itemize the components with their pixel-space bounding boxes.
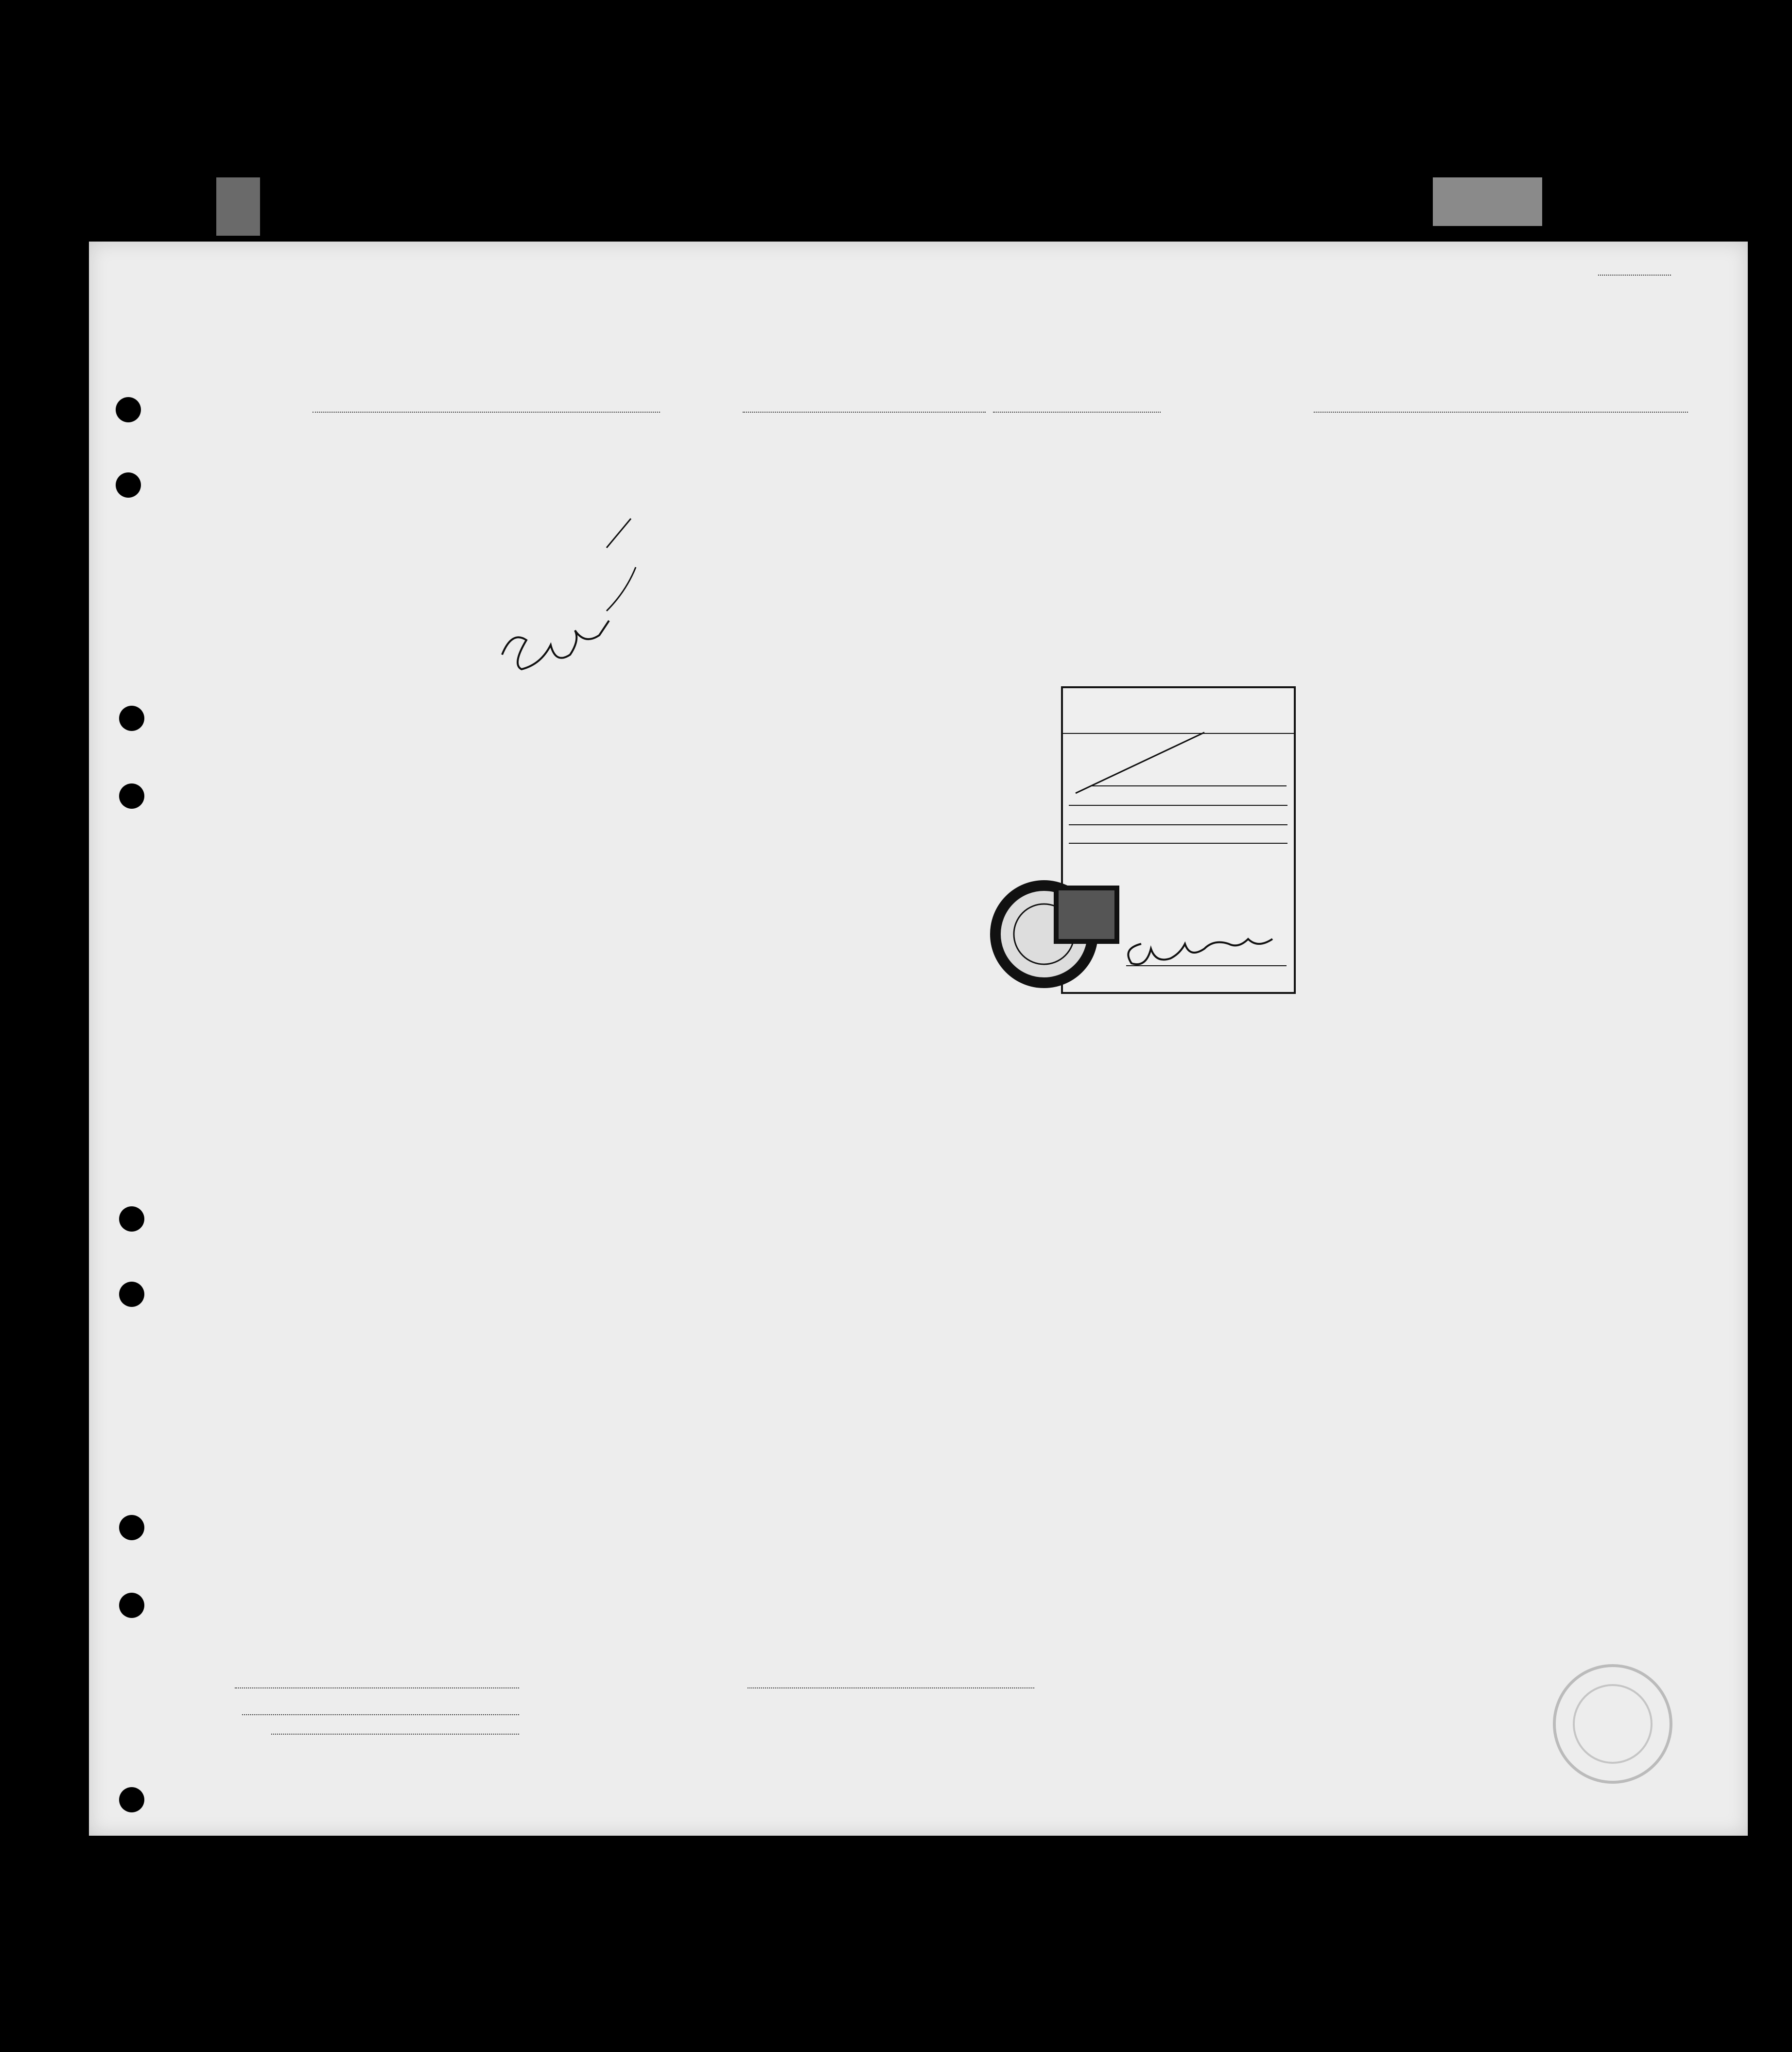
manifest-grid	[89, 242, 1748, 1836]
stamp-divider	[1063, 733, 1294, 734]
stamp-blank-line	[1069, 843, 1287, 844]
footer-agents-line	[271, 1734, 519, 1735]
footer-owners-line	[242, 1714, 519, 1715]
footer-line-blank	[235, 1687, 519, 1688]
stamp-signature-line	[1126, 965, 1287, 966]
stamp-blank-line	[1069, 805, 1287, 806]
paper-tab-left	[216, 177, 260, 236]
paper-tab-right	[1433, 177, 1542, 226]
visa-stamp	[1061, 686, 1296, 994]
inspector-signature-line	[748, 1687, 1034, 1688]
stamp-v-line	[1092, 785, 1287, 786]
stamp-blank-line	[1069, 824, 1287, 825]
manifest-sheet	[89, 242, 1748, 1836]
